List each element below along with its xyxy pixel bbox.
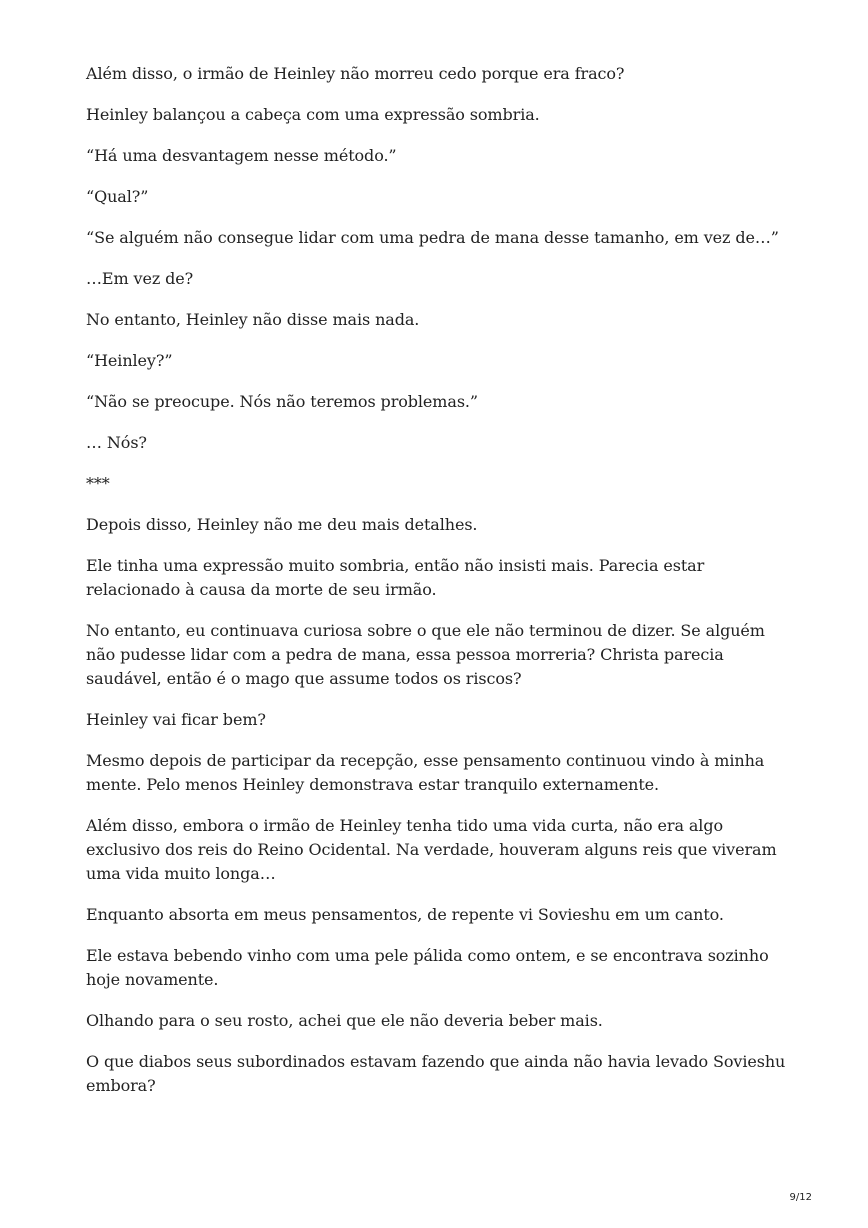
paragraph: Ele tinha uma expressão muito sombria, então não insisti mais. Parecia estar relacionado à causa da morte de seu irmão.: [86, 556, 705, 599]
paragraph: … Nós?: [86, 433, 147, 452]
page-number: 9/12: [789, 1192, 812, 1203]
paragraph: “Heinley?”: [86, 351, 173, 370]
paragraph: Heinley balançou a cabeça com uma expressão sombria.: [86, 105, 540, 124]
paragraph: No entanto, Heinley não disse mais nada.: [86, 310, 420, 329]
paragraph: Ele estava bebendo vinho com uma pele pálida como ontem, e se encontrava sozinho hoje novamente.: [86, 946, 769, 989]
paragraph: Depois disso, Heinley não me deu mais detalhes.: [86, 515, 478, 534]
document-body: [86, 62, 786, 1115]
paragraph: No entanto, eu continuava curiosa sobre o que ele não terminou de dizer. Se alguém não pudesse lidar com a pedra de mana, essa pessoa morreria? Christa parecia saudável, então é o mago que assume todos os riscos?: [86, 621, 765, 688]
paragraph: O que diabos seus subordinados estavam fazendo que ainda não havia levado Sovieshu embora?: [86, 1052, 786, 1095]
paragraph: Além disso, o irmão de Heinley não morreu cedo porque era fraco?: [86, 64, 625, 83]
paragraph: …Em vez de?: [86, 269, 194, 288]
paragraph: “Há uma desvantagem nesse método.”: [86, 146, 397, 165]
paragraph: “Não se preocupe. Nós não teremos problemas.”: [86, 392, 478, 411]
paragraph: Olhando para o seu rosto, achei que ele não deveria beber mais.: [86, 1011, 603, 1030]
paragraph: Enquanto absorta em meus pensamentos, de repente vi Sovieshu em um canto.: [86, 905, 724, 924]
paragraph: “Qual?”: [86, 187, 149, 206]
paragraph: “Se alguém não consegue lidar com uma pedra de mana desse tamanho, em vez de…”: [86, 228, 779, 247]
paragraph: Heinley vai ficar bem?: [86, 710, 266, 729]
scene-break: ***: [86, 474, 110, 493]
paragraph: Além disso, embora o irmão de Heinley tenha tido uma vida curta, não era algo exclusivo dos reis do Reino Ocidental. Na verdade, houveram alguns reis que viveram uma vida muito longa…: [86, 816, 777, 883]
paragraph: Mesmo depois de participar da recepção, esse pensamento continuou vindo à minha mente. Pelo menos Heinley demonstrava estar tranquilo externamente.: [86, 751, 765, 794]
